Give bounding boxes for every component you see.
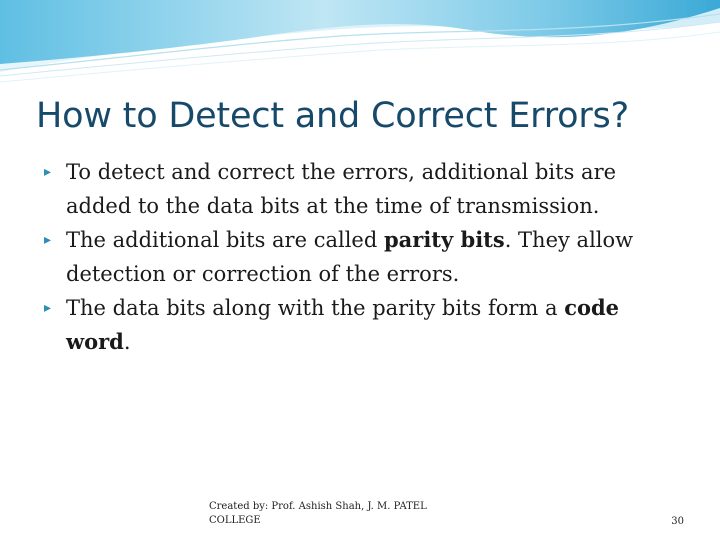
bold-term: parity bits [383, 227, 505, 252]
bullet-text: The data bits along with the parity bits form a [66, 296, 565, 320]
bullet-text: . They allow detection or correction of the errors. [66, 228, 634, 286]
wave-main-band [0, 0, 720, 64]
header-wave-decoration [0, 0, 720, 90]
bullet-list [44, 155, 684, 359]
bullet-triangle-icon: ▸ [44, 164, 52, 180]
bullet-text: To detect and correct the errors, additional bits are added to the data bits at the time of transmission. [66, 160, 617, 218]
bullet-triangle-icon: ▸ [44, 300, 52, 316]
bullet-item [44, 155, 684, 223]
bullet-triangle-icon: ▸ [44, 232, 52, 248]
bullet-text: . [123, 330, 131, 354]
slide-number: 30 [671, 516, 684, 527]
footer-credit: Created by: Prof. Ashish Shah, J. M. PATEL COLLEGE [209, 501, 427, 526]
bullet-text: The additional bits are called [66, 228, 384, 252]
bullet-item [44, 291, 684, 359]
slide-title: How to Detect and Correct Errors? [36, 96, 629, 136]
bold-term: code word [66, 295, 620, 354]
bullet-item [44, 223, 684, 291]
